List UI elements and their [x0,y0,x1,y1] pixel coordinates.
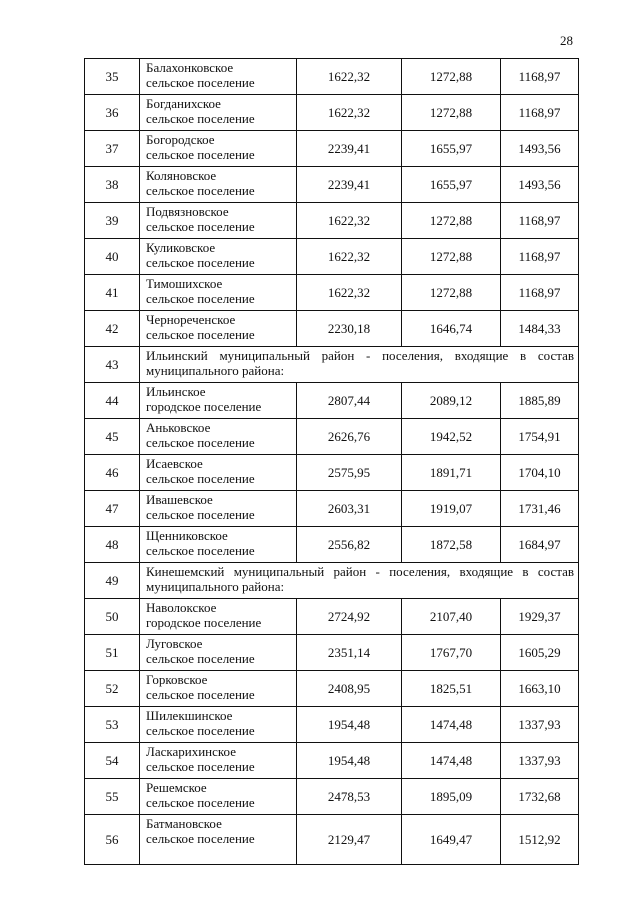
table-row [85,671,579,707]
table-row [85,815,579,865]
value-col-3: 1754,91 [501,419,579,455]
settlement-name: Коляновское [146,168,217,183]
value-col-1: 2408,95 [297,671,402,707]
settlement-name: Шилекшинское [146,708,233,723]
section-title: Ильинский муниципальный район - поселения, входящие в состав муниципального района: [140,347,579,383]
value-col-2: 1272,88 [402,239,501,275]
table-row [85,707,579,743]
settlement-name-cell [140,167,297,203]
table-row [85,239,579,275]
settlement-type: сельское поселение [146,795,255,810]
row-number: 46 [85,455,140,491]
page-number: 28 [560,33,573,48]
settlement-name-cell [140,455,297,491]
value-col-2: 1655,97 [402,131,501,167]
value-col-3: 1168,97 [501,203,579,239]
row-number: 55 [85,779,140,815]
row-number: 51 [85,635,140,671]
value-col-3: 1704,10 [501,455,579,491]
value-col-2: 2107,40 [402,599,501,635]
table-row [85,743,579,779]
settlement-type: сельское поселение [146,831,255,846]
settlement-type: сельское поселение [146,507,255,522]
settlement-type: сельское поселение [146,687,255,702]
settlement-name: Ласкарихинское [146,744,236,759]
value-col-3: 1731,46 [501,491,579,527]
table-row [85,275,579,311]
table-row [85,635,579,671]
value-col-3: 1168,97 [501,239,579,275]
settlement-name-cell [140,131,297,167]
settlement-type: сельское поселение [146,327,255,342]
settlement-name: Решемское [146,780,207,795]
table-row [85,491,579,527]
settlement-name-cell [140,527,297,563]
value-col-3: 1168,97 [501,95,579,131]
value-col-3: 1493,56 [501,131,579,167]
value-col-2: 1474,48 [402,707,501,743]
value-col-1: 2239,41 [297,167,402,203]
settlement-name-cell [140,707,297,743]
settlement-type: сельское поселение [146,219,255,234]
row-number: 56 [85,815,140,865]
value-col-2: 1272,88 [402,59,501,95]
value-col-2: 1767,70 [402,635,501,671]
settlement-type: сельское поселение [146,183,255,198]
settlement-name-cell [140,743,297,779]
value-col-1: 1622,32 [297,275,402,311]
settlement-name: Куликовское [146,240,216,255]
value-col-1: 1954,48 [297,743,402,779]
section-header-row [85,563,579,599]
row-number: 50 [85,599,140,635]
value-col-3: 1885,89 [501,383,579,419]
table-row [85,527,579,563]
settlement-name-cell [140,635,297,671]
table-row [85,167,579,203]
table-row [85,599,579,635]
value-col-2: 1895,09 [402,779,501,815]
settlement-type: сельское поселение [146,543,255,558]
settlement-name: Тимошихское [146,276,223,291]
value-col-1: 1622,32 [297,95,402,131]
settlement-name: Ильинское [146,384,206,399]
table-row [85,59,579,95]
table-row [85,203,579,239]
row-number: 37 [85,131,140,167]
value-col-1: 2575,95 [297,455,402,491]
row-number: 41 [85,275,140,311]
settlement-name-cell [140,239,297,275]
value-col-1: 2603,31 [297,491,402,527]
value-col-1: 2230,18 [297,311,402,347]
row-number: 52 [85,671,140,707]
row-number: 36 [85,95,140,131]
settlement-type: сельское поселение [146,75,255,90]
settlement-name: Горковское [146,672,208,687]
value-col-3: 1732,68 [501,779,579,815]
settlement-name: Богородское [146,132,215,147]
value-col-3: 1929,37 [501,599,579,635]
table-row [85,419,579,455]
row-number: 35 [85,59,140,95]
settlement-name-cell [140,95,297,131]
value-col-3: 1512,92 [501,815,579,865]
row-number: 38 [85,167,140,203]
table-row [85,455,579,491]
settlement-name-cell [140,779,297,815]
value-col-2: 1474,48 [402,743,501,779]
settlement-type: сельское поселение [146,255,255,270]
settlement-name-cell [140,491,297,527]
settlement-name-cell [140,383,297,419]
value-col-1: 1622,32 [297,239,402,275]
settlement-name-cell [140,671,297,707]
value-col-2: 1272,88 [402,203,501,239]
value-col-3: 1337,93 [501,743,579,779]
settlement-name-cell [140,311,297,347]
table-body [85,59,579,865]
table-row [85,131,579,167]
value-col-2: 1272,88 [402,95,501,131]
row-number: 53 [85,707,140,743]
settlement-name-cell [140,275,297,311]
row-number: 39 [85,203,140,239]
value-col-3: 1168,97 [501,59,579,95]
value-col-1: 2129,47 [297,815,402,865]
settlement-type: сельское поселение [146,651,255,666]
settlement-name-cell [140,815,297,865]
value-col-1: 2351,14 [297,635,402,671]
value-col-2: 1272,88 [402,275,501,311]
tariff-table [84,58,579,865]
settlement-name: Исаевское [146,456,203,471]
settlement-type: сельское поселение [146,111,255,126]
value-col-1: 2807,44 [297,383,402,419]
value-col-3: 1663,10 [501,671,579,707]
settlement-type: сельское поселение [146,471,255,486]
settlement-type: сельское поселение [146,147,255,162]
value-col-1: 1954,48 [297,707,402,743]
value-col-3: 1605,29 [501,635,579,671]
row-number: 47 [85,491,140,527]
section-title: Кинешемский муниципальный район - поселения, входящие в состав муниципального района: [140,563,579,599]
settlement-name: Богданихское [146,96,221,111]
value-col-1: 1622,32 [297,59,402,95]
settlement-type: сельское поселение [146,435,255,450]
table-row [85,95,579,131]
row-number: 42 [85,311,140,347]
table-row [85,311,579,347]
row-number: 45 [85,419,140,455]
value-col-3: 1493,56 [501,167,579,203]
value-col-2: 1825,51 [402,671,501,707]
value-col-2: 1919,07 [402,491,501,527]
value-col-3: 1168,97 [501,275,579,311]
row-number: 48 [85,527,140,563]
value-col-3: 1684,97 [501,527,579,563]
value-col-1: 1622,32 [297,203,402,239]
row-number: 49 [85,563,140,599]
value-col-2: 1872,58 [402,527,501,563]
value-col-1: 2239,41 [297,131,402,167]
row-number: 44 [85,383,140,419]
value-col-2: 1891,71 [402,455,501,491]
value-col-3: 1337,93 [501,707,579,743]
settlement-name: Балахонковское [146,60,234,75]
settlement-name: Наволокское [146,600,217,615]
settlement-name-cell [140,203,297,239]
settlement-name-cell [140,59,297,95]
settlement-name: Батмановское [146,816,222,831]
value-col-2: 1646,74 [402,311,501,347]
settlement-name-cell [140,599,297,635]
value-col-2: 1649,47 [402,815,501,865]
table-row [85,383,579,419]
settlement-name-cell [140,419,297,455]
value-col-2: 1942,52 [402,419,501,455]
settlement-type: городское поселение [146,399,262,414]
settlement-type: городское поселение [146,615,262,630]
value-col-1: 2478,53 [297,779,402,815]
settlement-name: Щенниковское [146,528,228,543]
settlement-name: Подвязновское [146,204,229,219]
settlement-name: Чернореченское [146,312,236,327]
value-col-3: 1484,33 [501,311,579,347]
value-col-2: 2089,12 [402,383,501,419]
row-number: 43 [85,347,140,383]
settlement-type: сельское поселение [146,759,255,774]
value-col-2: 1655,97 [402,167,501,203]
row-number: 54 [85,743,140,779]
value-col-1: 2556,82 [297,527,402,563]
settlement-type: сельское поселение [146,291,255,306]
table-row [85,779,579,815]
settlement-name: Аньковское [146,420,211,435]
settlement-name: Луговское [146,636,203,651]
value-col-1: 2724,92 [297,599,402,635]
section-header-row [85,347,579,383]
settlement-name: Ивашевское [146,492,213,507]
row-number: 40 [85,239,140,275]
settlement-type: сельское поселение [146,723,255,738]
value-col-1: 2626,76 [297,419,402,455]
